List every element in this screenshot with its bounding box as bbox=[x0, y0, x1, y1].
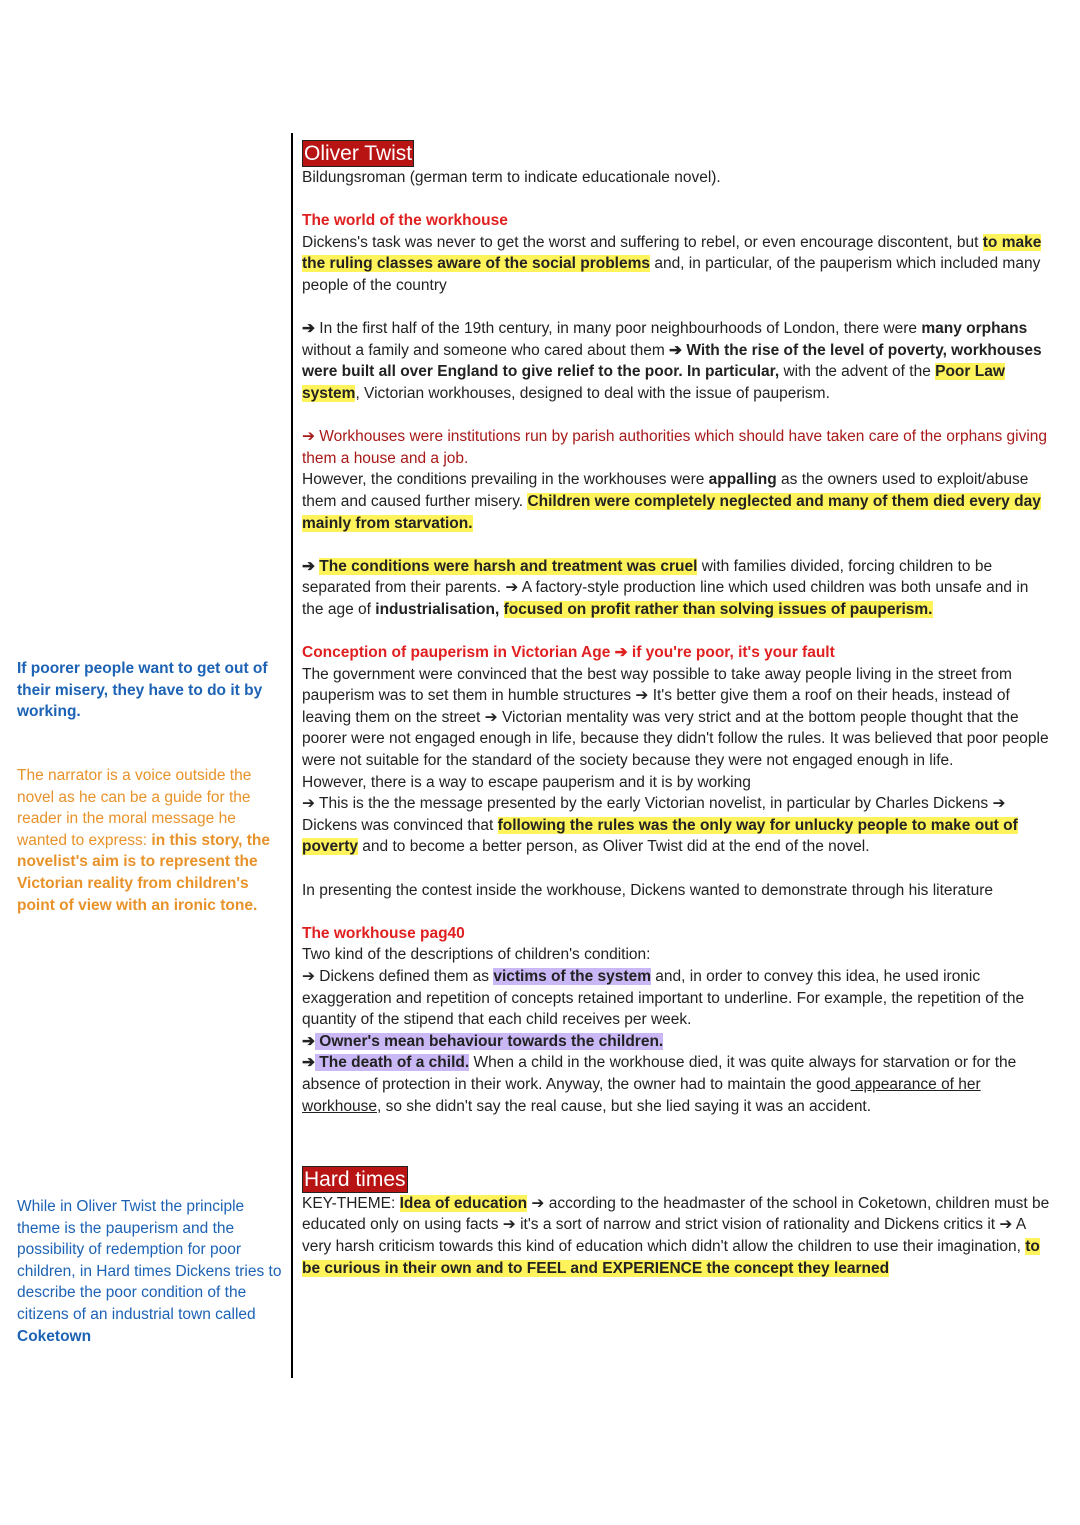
side-note-narrator: The narrator is a voice outside the novel as he can be a guide for the reader in the moral message he wanted to express: in this story, the novelist's aim is to represent the Victorian reality from children's point of view with an ironic tone. bbox=[17, 767, 270, 914]
section-conception-of-pauperism: Conception of pauperism in Victorian Age ➔ if you're poor, it's your fault The government were convinced that the best way possible to take away people living in the street from pauperism was to set them in humble structures ➔ It's better give them a roof on their heads, instead of leaving them on the street ➔ Victorian mentality was very strict and at the bottom people thought that the poorer were not engaged enough in life, because they didn't follow the rules. It was believed that poor people were not suitable for the standard of the society because they were not engaged enough in life. However, there is a way to escape pauperism and it is by working ➔ This is the the message presented by the early Victorian novelist, in particular by Charles Dickens ➔ Dickens was convinced that following the rules was the only way for unlucky people to make out of poverty and to become a better person, as Oliver Twist did at the end of the novel. bbox=[302, 644, 1049, 856]
section-world-of-workhouse: The world of the workhouse Dickens's task was never to get the worst and suffering to rebel, or even encourage discontent, but to make the ruling classes aware of the social problems and, in particular, of the pauperism which included many people of the country bbox=[302, 212, 1042, 294]
main-column bbox=[302, 140, 1054, 1279]
oliver-twist-title: Oliver Twist bbox=[304, 142, 413, 165]
section-orphans: ➔ In the first half of the 19th century, in many poor neighbourhoods of London, there were many orphans without a family and someone who cared about them ➔ With the rise of the level of poverty, workhouses were built all over England to give relief to the poor. In particular, with the advent of the Poor Law system, Victorian workhouses, designed to deal with the issue of pauperism. bbox=[302, 320, 1042, 402]
side-note-working: If poorer people want to get out of their misery, they have to do it by working. bbox=[17, 660, 268, 721]
section-workhouse-pag40: The workhouse pag40 Two kind of the descriptions of children's condition: ➔ Dickens defined them as victims of the system and, in order to convey this idea, he used ironic exaggeration and repetition of concepts retained important to underline. For example, the repetition of the quantity of the stipend that each child receives per week. ➔ Owner's mean behaviour towards the children. ➔ The death of a child. When a child in the workhouse died, it was quite always for starvation or for the absence of protection in their work. Anyway, the owner had to maintain the good appearance of her workhouse, so she didn't say the real cause, but she lied saying it was an accident. bbox=[302, 924, 1025, 1115]
section-harsh-conditions: ➔ The conditions were harsh and treatment was cruel with families divided, forcing children to be separated from their parents. ➔ A factory-style production line which used children was both unsafe and in the age of industrialisation, focused on profit rather than solving issues of pauperism. bbox=[302, 557, 1029, 618]
section-contest-inside-workhouse: In presenting the contest inside the workhouse, Dickens wanted to demonstrate through his literature bbox=[302, 881, 994, 899]
column-divider bbox=[291, 133, 293, 1378]
hard-times-title: Hard times bbox=[304, 1167, 406, 1191]
section-workhouse-institutions: ➔ Workhouses were institutions run by parish authorities which should have taken care of the orphans giving them a house and a job. However, the conditions prevailing in the workhouses were appalling as the owners used to exploit/abuse them and caused further misery. Children were completely neglected and many of them died every day mainly from starvation. bbox=[302, 428, 1048, 532]
oliver-twist-subtitle: Bildungsroman (german term to indicate educationale novel). bbox=[302, 169, 721, 186]
section-hard-times: Hard times KEY-THEME: Idea of education ➔ according to the headmaster of the school in Coketown, children must be educated only on using facts ➔ it's a sort of narrow and strict vision of rationality and Dickens critics it ➔ A very harsh criticism towards this kind of education which didn't allow the children to use their imagination, to be curious in their own and to FEEL and EXPERIENCE the concept they learned bbox=[302, 1166, 1054, 1279]
side-note-hard-times: While in Oliver Twist the principle theme is the pauperism and the possibility of redemption for poor children, in Hard times Dickens tries to describe the poor condition of the citizens of an industrial town called Coketown bbox=[17, 1198, 282, 1345]
